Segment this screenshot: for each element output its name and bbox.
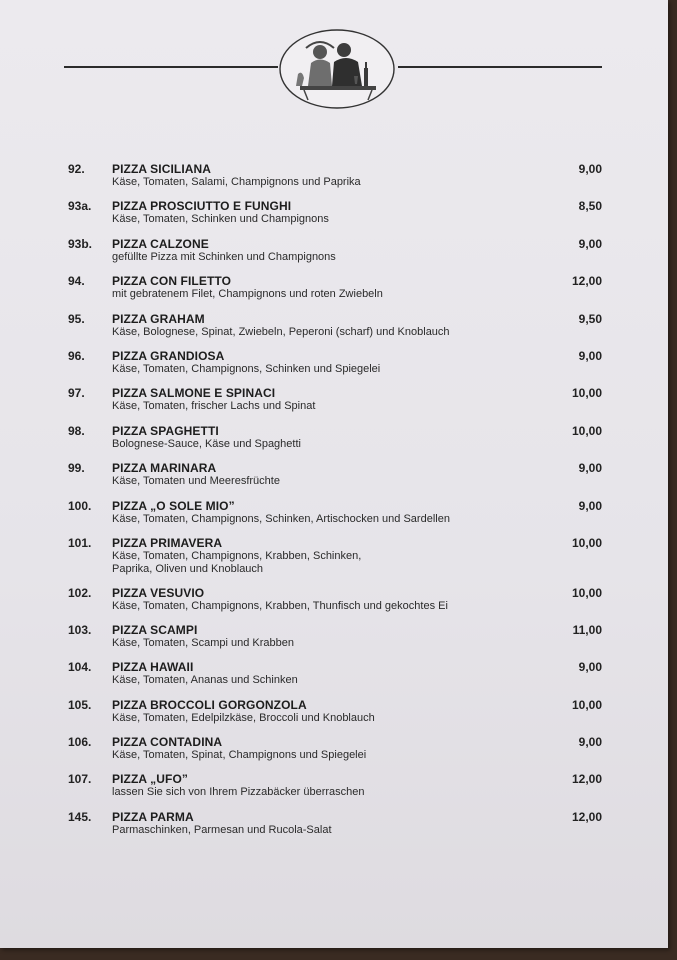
item-price: 12,00 [571, 274, 602, 289]
item-name: PIZZA „UFO” [112, 772, 188, 787]
item-name: PIZZA PARMA [112, 809, 194, 824]
item-number: 95. [68, 311, 85, 326]
menu-item [60, 384, 610, 421]
menu-item [60, 658, 610, 695]
item-price: 9,50 [578, 311, 602, 326]
item-name: PIZZA SALMONE E SPINACI [112, 386, 276, 401]
item-price: 9,00 [578, 735, 602, 750]
dining-couple-emblem-icon [278, 28, 396, 110]
item-description: Käse, Bolognese, Spinat, Zwiebeln, Peperoni (scharf) und Knoblauch [112, 325, 450, 338]
item-number: 100. [68, 498, 92, 513]
item-description: lassen Sie sich von Ihrem Pizzabäcker überraschen [112, 786, 365, 799]
item-number: 102. [68, 585, 92, 600]
item-name: PIZZA CON FILETTO [112, 274, 232, 289]
item-price: 9,00 [578, 348, 602, 363]
item-name: PIZZA BROCCOLI GORGONZOLA [112, 697, 307, 712]
item-name: PIZZA „O SOLE MIO” [112, 498, 235, 513]
header-rule-left [64, 66, 278, 68]
item-description: Käse, Tomaten, Ananas und Schinken [112, 674, 298, 687]
pizza-menu-list [60, 160, 610, 845]
item-price: 9,00 [578, 461, 602, 476]
menu-item [60, 770, 610, 807]
menu-item [60, 696, 610, 733]
item-number: 96. [68, 348, 85, 363]
item-name: PIZZA GRAHAM [112, 311, 205, 326]
item-price: 12,00 [571, 772, 602, 787]
item-number: 93b. [68, 236, 93, 251]
item-name: PIZZA PRIMAVERA [112, 535, 223, 550]
menu-item [60, 733, 610, 770]
item-price: 10,00 [571, 386, 602, 401]
item-name: PIZZA SPAGHETTI [112, 423, 219, 438]
item-number: 107. [68, 772, 92, 787]
menu-item [60, 272, 610, 309]
item-number: 104. [68, 660, 92, 675]
menu-item [60, 347, 610, 384]
item-number: 93a. [68, 199, 92, 214]
menu-item [60, 621, 610, 658]
item-name: PIZZA SCAMPI [112, 622, 198, 637]
item-description: Käse, Tomaten und Meeresfrüchte [112, 475, 280, 488]
menu-item [60, 160, 610, 197]
item-description: Parmaschinken, Parmesan und Rucola-Salat [112, 823, 332, 836]
item-description: Käse, Tomaten, Champignons, Krabben, Schinken, Paprika, Oliven und Knoblauch [112, 549, 362, 576]
item-price: 10,00 [571, 585, 602, 600]
item-number: 103. [68, 622, 92, 637]
item-number: 92. [68, 162, 85, 176]
item-description: Käse, Tomaten, Scampi und Krabben [112, 636, 295, 649]
menu-item [60, 310, 610, 347]
item-name: PIZZA PROSCIUTTO E FUNGHI [112, 199, 292, 214]
menu-item [60, 497, 610, 534]
item-number: 99. [68, 461, 85, 476]
item-description: Käse, Tomaten, frischer Lachs und Spinat [112, 400, 316, 413]
item-description: Käse, Tomaten, Schinken und Champignons [112, 213, 329, 226]
item-name: PIZZA CONTADINA [112, 735, 223, 750]
item-name: PIZZA SICILIANA [112, 162, 212, 176]
item-price: 8,50 [578, 199, 602, 214]
item-price: 10,00 [571, 423, 602, 438]
item-price: 10,00 [571, 697, 602, 712]
item-description: Bolognese-Sauce, Käse und Spaghetti [112, 437, 301, 450]
item-number: 145. [68, 809, 92, 824]
menu-item [60, 197, 610, 234]
item-price: 9,00 [578, 660, 602, 675]
item-description: Käse, Tomaten, Champignons, Krabben, Thunfisch und gekochtes Ei [112, 599, 448, 612]
item-price: 10,00 [571, 535, 602, 550]
item-description: Käse, Tomaten, Spinat, Champignons und Spiegelei [112, 749, 367, 762]
menu-item [60, 584, 610, 621]
menu-item [60, 534, 610, 584]
item-name: PIZZA HAWAII [112, 660, 194, 675]
item-number: 94. [68, 274, 85, 289]
menu-item [60, 235, 610, 272]
item-name: PIZZA CALZONE [112, 236, 209, 251]
menu-item [60, 459, 610, 496]
item-price: 11,00 [572, 622, 602, 637]
item-number: 105. [68, 697, 92, 712]
header-rule-right [398, 66, 602, 68]
item-number: 101. [68, 535, 92, 550]
item-number: 97. [68, 386, 85, 401]
item-name: PIZZA MARINARA [112, 461, 217, 476]
menu-item [60, 808, 610, 845]
item-description: mit gebratenem Filet, Champignons und roten Zwiebeln [112, 288, 383, 301]
item-price: 9,00 [578, 236, 602, 251]
item-description: Käse, Tomaten, Salami, Champignons und Paprika [112, 176, 361, 188]
item-price: 12,00 [571, 809, 602, 824]
item-price: 9,00 [578, 498, 602, 513]
item-description: gefüllte Pizza mit Schinken und Champignons [112, 250, 336, 263]
item-name: PIZZA GRANDIOSA [112, 348, 225, 363]
item-number: 98. [68, 423, 85, 438]
item-description: Käse, Tomaten, Champignons, Schinken und Spiegelei [112, 362, 381, 375]
menu-item [60, 422, 610, 459]
item-description: Käse, Tomaten, Champignons, Schinken, Artischocken und Sardellen [112, 512, 450, 525]
item-price: 9,00 [578, 162, 602, 176]
item-number: 106. [68, 735, 92, 750]
item-description: Käse, Tomaten, Edelpilzkäse, Broccoli und Knoblauch [112, 711, 375, 724]
item-name: PIZZA VESUVIO [112, 585, 205, 600]
